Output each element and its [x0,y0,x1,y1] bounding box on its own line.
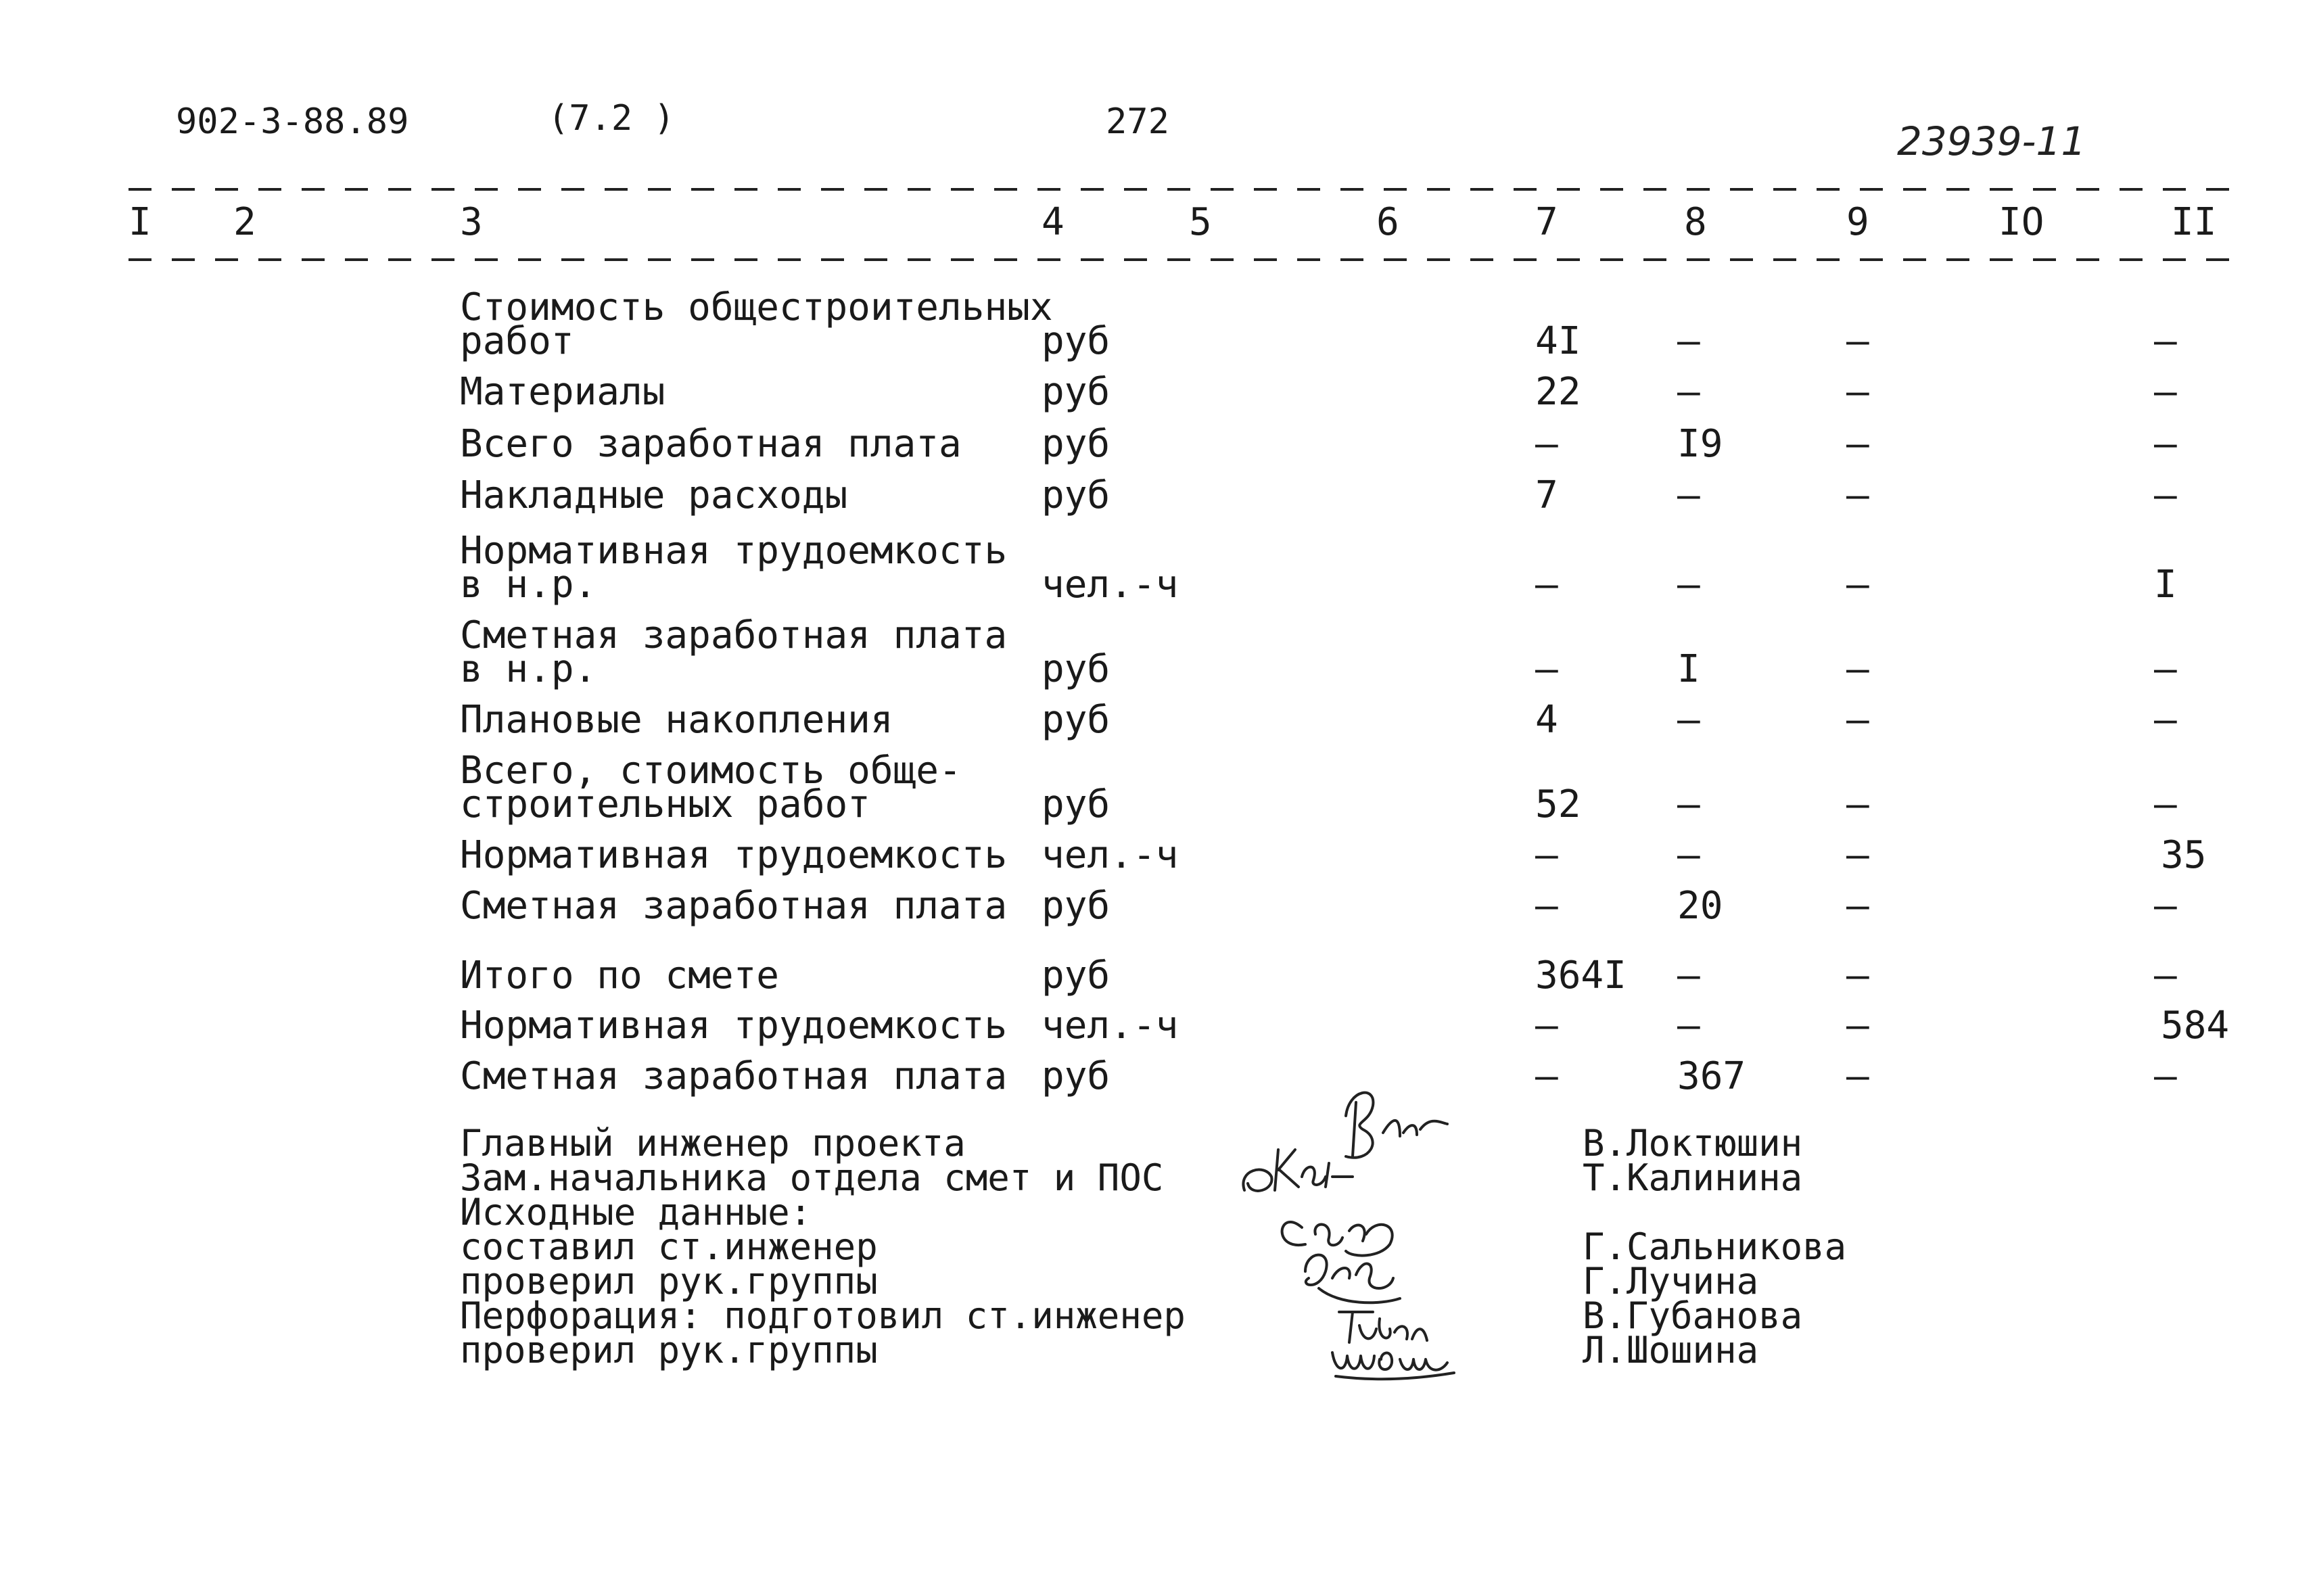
row-value-col9: – [1846,370,1869,414]
signatory-name-1: В.Локтюшин [1583,1122,1803,1165]
row-unit: чел.-ч [1042,833,1179,877]
column-number-4: 4 [1042,200,1065,244]
signature-role-3: Исходные данные: [460,1191,812,1234]
row-name: Сметная заработная плата [460,1054,1008,1098]
row-name-line2: работ [460,319,574,363]
row-value-col9: – [1846,422,1869,466]
row-value-col9: – [1846,833,1869,877]
signatory-name-4: Г.Сальникова [1583,1225,1847,1268]
row-value-col9: – [1846,1004,1869,1048]
row-unit: руб [1042,422,1110,466]
row-value-col7: – [1535,1004,1558,1048]
row-unit: чел.-ч [1042,1004,1179,1048]
row-name: Итого по смете [460,954,780,998]
signature-shoshina [1332,1353,1454,1379]
signature-role-5: проверил рук.группы [460,1260,878,1302]
row-value-col8: – [1677,473,1700,517]
row-value-col11: – [2154,319,2177,363]
row-unit: руб [1042,884,1110,928]
row-value-col11: – [2154,782,2177,826]
row-value-col7: – [1535,422,1558,466]
row-name: Накладные расходы [460,473,848,517]
row-name-line1: Всего, стоимость обще- [460,749,962,793]
signature-role-1: Главный инженер проекта [460,1122,966,1165]
row-value-col8: I [1677,647,1700,691]
row-unit: руб [1042,370,1110,414]
row-name: Материалы [460,370,665,414]
row-value-col7: – [1535,884,1558,928]
signatory-name-5: Г.Лучина [1583,1260,1759,1302]
row-value-col9: – [1846,473,1869,517]
row-name-line2: в н.р. [460,563,597,607]
signature-salnikova [1282,1222,1393,1256]
row-value-col8: – [1677,319,1700,363]
row-value-col8: – [1677,833,1700,877]
row-value-col7: – [1535,1054,1558,1098]
row-value-col7: – [1535,563,1558,607]
row-unit: руб [1042,698,1110,742]
row-name: Сметная заработная плата [460,884,1008,928]
row-value-col9: – [1846,782,1869,826]
row-name: Нормативная трудоемкость [460,833,1008,877]
row-name: Плановые накопления [460,698,893,742]
column-number-10: IO [1998,200,2044,244]
row-unit: руб [1042,319,1110,363]
row-value-col7: 4I [1535,319,1581,363]
row-value-col7: 4 [1535,698,1558,742]
row-name-line1: Нормативная трудоемкость [460,529,1008,573]
section-number: (7.2 ) [548,98,675,139]
row-value-col7: – [1535,833,1558,877]
row-value-col11: 584 [2161,1004,2230,1048]
row-value-col11: – [2154,698,2177,742]
document-code: 902-3-88.89 [176,101,409,142]
column-number-9: 9 [1846,200,1869,244]
row-name-line2: в н.р. [460,647,597,691]
row-value-col8: – [1677,563,1700,607]
row-value-col11: – [2154,370,2177,414]
signatory-name-2: Т.Калинина [1583,1156,1803,1199]
row-value-col8: – [1677,954,1700,998]
row-value-col7: 52 [1535,782,1581,826]
column-number-3: 3 [460,200,483,244]
header-top-rule [128,188,2239,191]
row-unit: руб [1042,782,1110,826]
row-value-col8: 20 [1677,884,1723,928]
row-value-col9: – [1846,698,1869,742]
row-value-col11: – [2154,422,2177,466]
row-value-col8: – [1677,370,1700,414]
row-unit: руб [1042,647,1110,691]
row-value-col11: – [2154,647,2177,691]
row-unit: чел.-ч [1042,563,1179,607]
row-value-col9: – [1846,563,1869,607]
signature-role-7: проверил рук.группы [460,1329,878,1371]
row-value-col7: 364I [1535,954,1627,998]
signature-role-6: Перфорация: подготовил ст.инженер [460,1294,1186,1337]
row-value-col11: – [2154,884,2177,928]
row-unit: руб [1042,1054,1110,1098]
row-value-col9: – [1846,884,1869,928]
row-name: Всего заработная плата [460,422,962,466]
column-number-11: II [2171,200,2217,244]
row-value-col9: – [1846,647,1869,691]
handwritten-signatures [1238,1075,1535,1373]
row-name: Нормативная трудоемкость [460,1004,1008,1048]
signature-kalinina [1243,1150,1353,1191]
row-value-col7: 7 [1535,473,1558,517]
signature-loktyushin [1346,1093,1447,1158]
row-value-col8: – [1677,782,1700,826]
row-value-col8: 367 [1677,1054,1746,1098]
row-unit: руб [1042,954,1110,998]
row-value-col7: – [1535,647,1558,691]
row-name-line2: строительных работ [460,782,870,826]
column-number-2: 2 [233,200,256,244]
row-value-col8: I9 [1677,422,1723,466]
page-number: 272 [1106,101,1169,142]
row-value-col9: – [1846,319,1869,363]
row-value-col7: 22 [1535,370,1581,414]
signature-role-4: составил ст.инженер [460,1225,878,1268]
signature-role-2: Зам.начальника отдела смет и ПОС [460,1156,1164,1199]
row-name-line1: Стоимость общестроительных [460,285,1053,329]
column-number-5: 5 [1189,200,1212,244]
row-value-col9: – [1846,1054,1869,1098]
signature-luchina [1305,1255,1400,1303]
row-value-col8: – [1677,1004,1700,1048]
signature-gubanova [1339,1312,1427,1342]
row-value-col11: – [2154,473,2177,517]
header-bottom-rule [128,258,2239,261]
column-number-1: I [128,200,151,244]
signatory-name-6: В.Губанова [1583,1294,1803,1337]
row-value-col11: 35 [2161,833,2207,877]
archive-number: 23939-11 [1897,118,2086,164]
column-number-8: 8 [1684,200,1707,244]
row-unit: руб [1042,473,1110,517]
row-value-col11: I [2154,563,2177,607]
row-value-col8: – [1677,698,1700,742]
signatory-name-7: Л.Шошина [1583,1329,1759,1371]
column-number-6: 6 [1376,200,1399,244]
row-value-col11: – [2154,954,2177,998]
row-value-col11: – [2154,1054,2177,1098]
row-value-col9: – [1846,954,1869,998]
column-number-7: 7 [1535,200,1558,244]
row-name-line1: Сметная заработная плата [460,613,1008,657]
